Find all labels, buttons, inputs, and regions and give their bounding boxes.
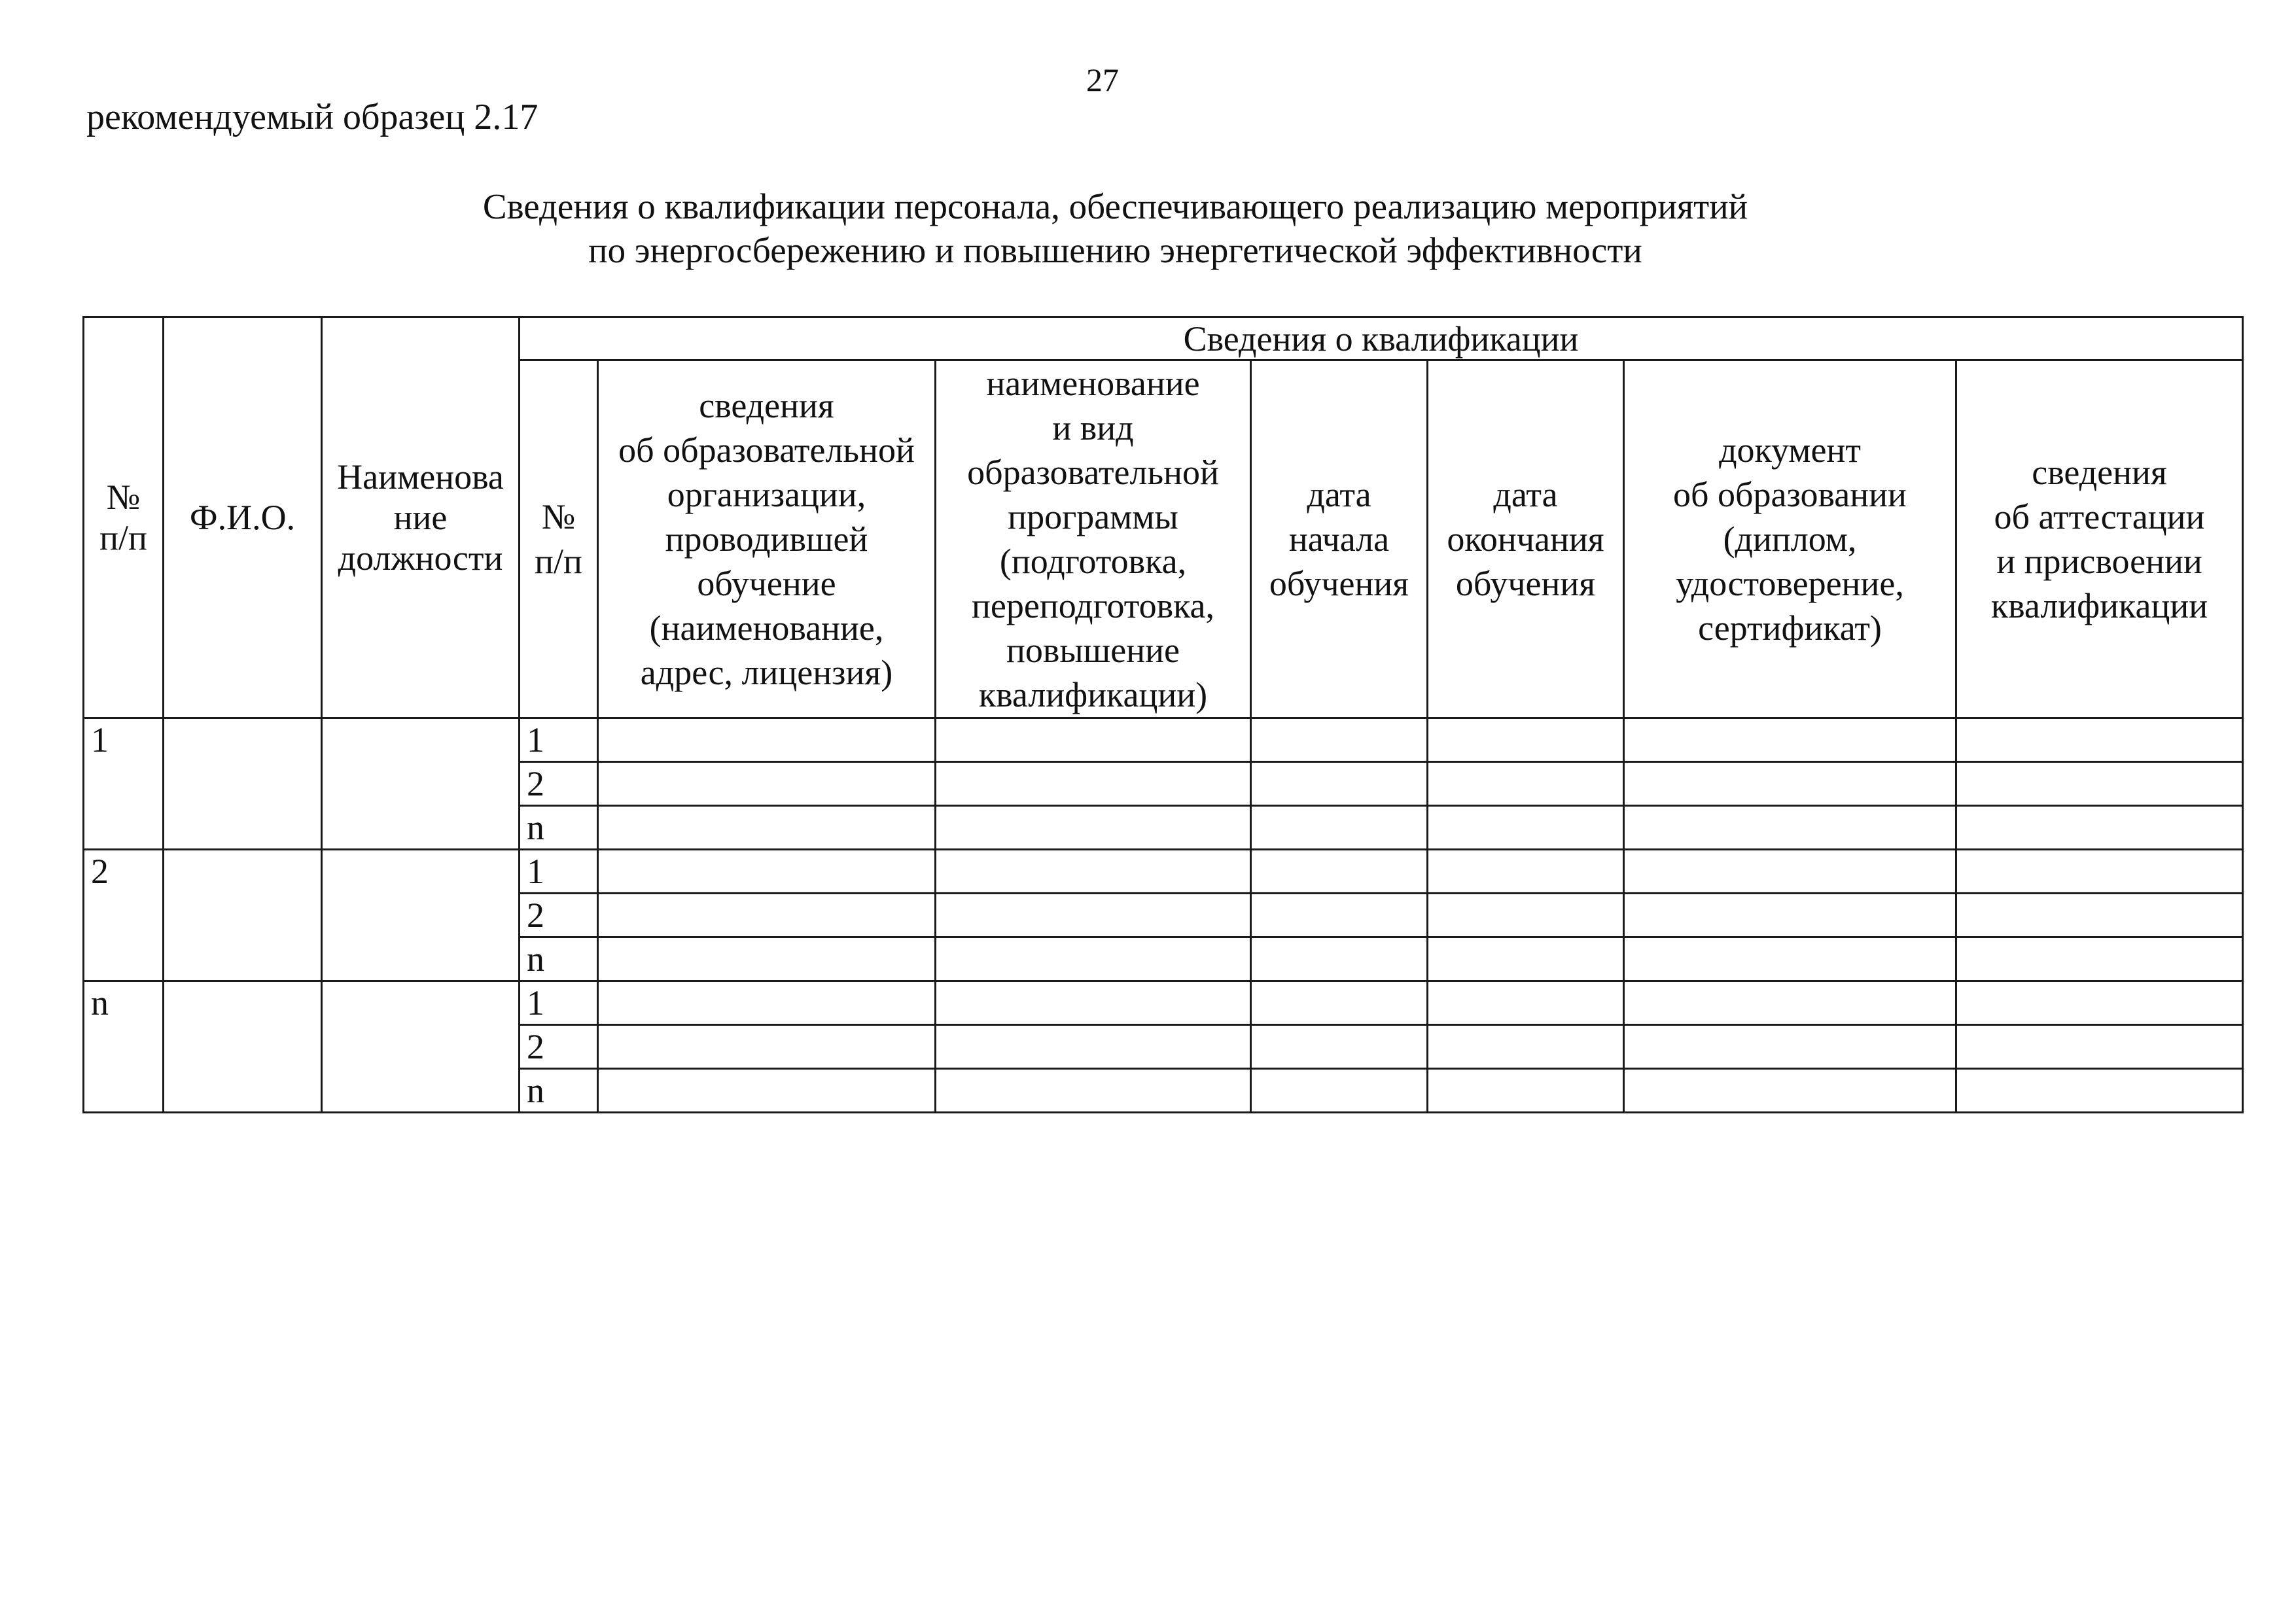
header-qualification-group: Сведения о квалификации xyxy=(520,317,2243,360)
end-date-cell[interactable] xyxy=(1428,937,1624,981)
education-document-cell[interactable] xyxy=(1624,981,1956,1025)
attestation-cell[interactable] xyxy=(1956,806,2243,850)
education-program-cell[interactable] xyxy=(936,1069,1251,1113)
education-document-cell[interactable] xyxy=(1624,806,1956,850)
attestation-cell[interactable] xyxy=(1956,1069,2243,1113)
attestation-cell[interactable] xyxy=(1956,981,2243,1025)
header-line: сертификат) xyxy=(1698,608,1882,648)
row-number-cell: 1 xyxy=(84,718,164,850)
header-line: № xyxy=(106,478,141,517)
sub-number-cell: 1 xyxy=(520,981,598,1025)
header-line: ние xyxy=(393,498,448,537)
education-document-cell[interactable] xyxy=(1624,894,1956,937)
sub-number-cell: 2 xyxy=(520,894,598,937)
sub-number-cell: n xyxy=(520,806,598,850)
fio-cell[interactable] xyxy=(164,981,322,1113)
start-date-cell[interactable] xyxy=(1251,1069,1428,1113)
fio-cell[interactable] xyxy=(164,718,322,850)
education-organization-cell[interactable] xyxy=(598,981,936,1025)
end-date-cell[interactable] xyxy=(1428,894,1624,937)
sub-number-cell: n xyxy=(520,1069,598,1113)
header-line: окончания xyxy=(1447,519,1604,559)
attestation-cell[interactable] xyxy=(1956,937,2243,981)
row-number-cell: n xyxy=(84,981,164,1113)
header-line: организации, xyxy=(667,475,866,514)
header-position xyxy=(322,317,520,718)
start-date-cell[interactable] xyxy=(1251,1025,1428,1069)
header-line: квалификации xyxy=(1990,586,2208,625)
education-organization-cell[interactable] xyxy=(598,1025,936,1069)
header-line: обучения xyxy=(1269,564,1409,603)
education-document-cell[interactable] xyxy=(1624,1025,1956,1069)
end-date-cell[interactable] xyxy=(1428,1025,1624,1069)
header-line: сведения xyxy=(2032,453,2167,492)
header-fio xyxy=(164,317,322,718)
header-education-organization xyxy=(598,360,936,718)
start-date-cell[interactable] xyxy=(1251,850,1428,894)
table-row xyxy=(84,718,2243,762)
page-number: 27 xyxy=(1086,61,1119,98)
header-line: переподготовка, xyxy=(971,586,1214,625)
start-date-cell[interactable] xyxy=(1251,762,1428,806)
start-date-cell[interactable] xyxy=(1251,718,1428,762)
education-organization-cell[interactable] xyxy=(598,850,936,894)
header-line: (диплом, xyxy=(1723,519,1857,559)
education-program-cell[interactable] xyxy=(936,981,1251,1025)
document-title-line-2: по энергосбережению и повышению энергетической эффективности xyxy=(588,230,1642,270)
education-document-cell[interactable] xyxy=(1624,937,1956,981)
header-line: Наименова xyxy=(337,457,504,497)
header-line: об образовательной xyxy=(618,430,915,470)
education-organization-cell[interactable] xyxy=(598,762,936,806)
education-program-cell[interactable] xyxy=(936,806,1251,850)
start-date-cell[interactable] xyxy=(1251,894,1428,937)
table-body xyxy=(84,718,2243,1113)
education-organization-cell[interactable] xyxy=(598,894,936,937)
header-line: дата xyxy=(1307,475,1371,514)
attestation-cell[interactable] xyxy=(1956,762,2243,806)
header-line: об аттестации xyxy=(1994,497,2205,536)
fio-cell[interactable] xyxy=(164,850,322,981)
sub-number-cell: 1 xyxy=(520,718,598,762)
sub-number-cell: 1 xyxy=(520,850,598,894)
header-line: документ xyxy=(1719,430,1861,470)
header-start-date xyxy=(1251,360,1428,718)
header-line: обучения xyxy=(1455,564,1596,603)
end-date-cell[interactable] xyxy=(1428,762,1624,806)
education-program-cell[interactable] xyxy=(936,937,1251,981)
end-date-cell[interactable] xyxy=(1428,981,1624,1025)
header-line: проводившей xyxy=(665,519,868,559)
education-document-cell[interactable] xyxy=(1624,1069,1956,1113)
row-number-cell: 2 xyxy=(84,850,164,981)
attestation-cell[interactable] xyxy=(1956,850,2243,894)
education-program-cell[interactable] xyxy=(936,718,1251,762)
header-line: об образовании xyxy=(1673,475,1907,514)
header-line: повышение xyxy=(1006,631,1180,670)
education-organization-cell[interactable] xyxy=(598,718,936,762)
attestation-cell[interactable] xyxy=(1956,718,2243,762)
header-end-date xyxy=(1428,360,1624,718)
education-organization-cell[interactable] xyxy=(598,806,936,850)
education-organization-cell[interactable] xyxy=(598,1069,936,1113)
table-row xyxy=(84,981,2243,1025)
end-date-cell[interactable] xyxy=(1428,718,1624,762)
position-cell[interactable] xyxy=(322,981,520,1113)
header-line: и присвоении xyxy=(1996,542,2202,581)
start-date-cell[interactable] xyxy=(1251,806,1428,850)
header-line: образовательной xyxy=(967,453,1219,492)
start-date-cell[interactable] xyxy=(1251,981,1428,1025)
education-document-cell[interactable] xyxy=(1624,718,1956,762)
education-program-cell[interactable] xyxy=(936,850,1251,894)
sub-number-cell: 2 xyxy=(520,1025,598,1069)
position-cell[interactable] xyxy=(322,718,520,850)
header-num xyxy=(84,317,164,718)
table-row xyxy=(84,850,2243,894)
sub-number-cell: 2 xyxy=(520,762,598,806)
header-line: удостоверение, xyxy=(1676,564,1904,603)
qualification-table xyxy=(82,316,2244,1113)
education-program-cell[interactable] xyxy=(936,894,1251,937)
education-program-cell[interactable] xyxy=(936,1025,1251,1069)
header-education-document xyxy=(1624,360,1956,718)
header-line: сведения xyxy=(699,386,834,425)
end-date-cell[interactable] xyxy=(1428,850,1624,894)
header-line: Ф.И.О. xyxy=(189,498,296,537)
header-line: п/п xyxy=(535,542,582,581)
position-cell[interactable] xyxy=(322,850,520,981)
header-line: обучение xyxy=(697,564,836,603)
header-line: должности xyxy=(338,538,503,578)
end-date-cell[interactable] xyxy=(1428,806,1624,850)
education-program-cell[interactable] xyxy=(936,762,1251,806)
header-line: п/п xyxy=(99,518,147,557)
header-line: № xyxy=(541,497,576,536)
header-line: адрес, лицензия) xyxy=(640,653,893,692)
sample-label: рекомендуемый образец 2.17 xyxy=(86,97,539,137)
header-sub-num xyxy=(520,360,598,718)
sub-number-cell: n xyxy=(520,937,598,981)
header-line: (подготовка, xyxy=(999,542,1187,581)
header-line: начала xyxy=(1288,519,1390,559)
header-line: (наименование, xyxy=(649,608,884,648)
header-education-program xyxy=(936,360,1251,718)
header-line: квалификации) xyxy=(978,675,1208,714)
attestation-cell[interactable] xyxy=(1956,894,2243,937)
document-title xyxy=(0,184,2231,272)
document-title-line-1: Сведения о квалификации персонала, обеспечивающего реализацию мероприятий xyxy=(482,186,1748,226)
end-date-cell[interactable] xyxy=(1428,1069,1624,1113)
header-line: и вид xyxy=(1052,408,1134,447)
header-line: наименование xyxy=(986,364,1200,403)
attestation-cell[interactable] xyxy=(1956,1025,2243,1069)
start-date-cell[interactable] xyxy=(1251,937,1428,981)
header-line: программы xyxy=(1008,497,1178,536)
education-document-cell[interactable] xyxy=(1624,762,1956,806)
header-line: дата xyxy=(1493,475,1558,514)
education-document-cell[interactable] xyxy=(1624,850,1956,894)
header-attestation xyxy=(1956,360,2243,718)
education-organization-cell[interactable] xyxy=(598,937,936,981)
